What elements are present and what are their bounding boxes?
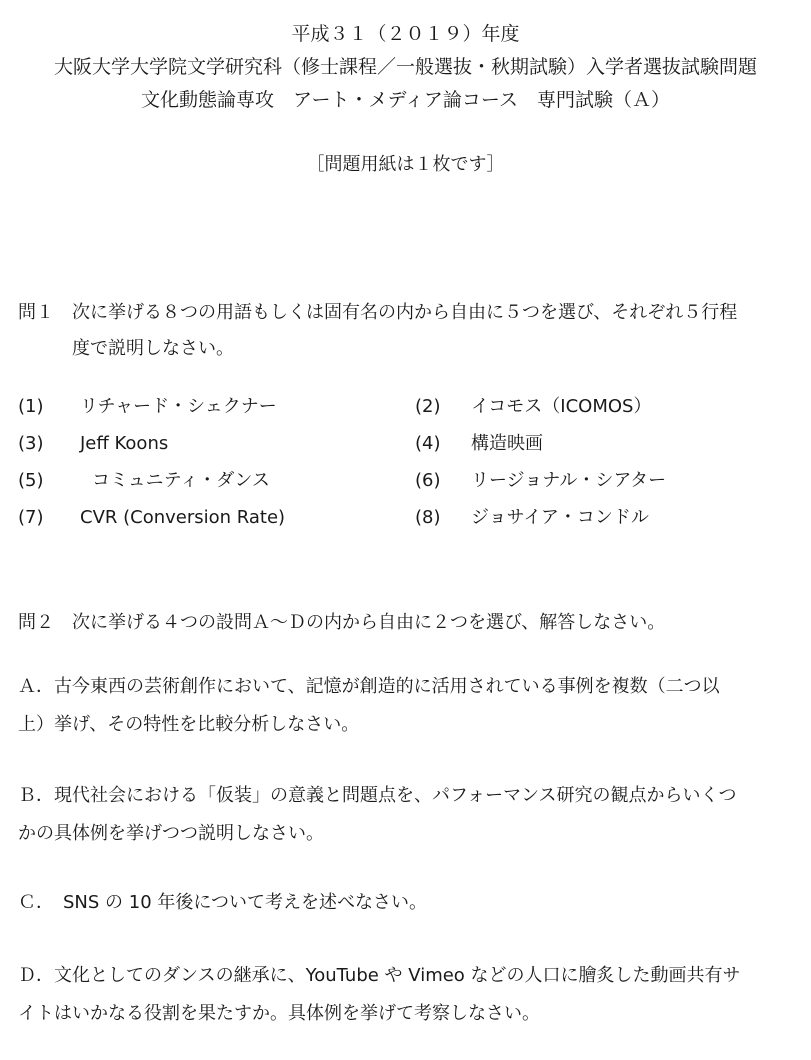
term-text: リージョナル・シアター (471, 470, 667, 491)
term-number: (6) (415, 470, 441, 491)
term-row (18, 425, 793, 462)
term-number: (5) (18, 470, 44, 491)
term-number: (2) (415, 396, 441, 417)
term-row (18, 462, 793, 499)
exam-header (0, 18, 811, 117)
sub-question-d-line2: イトはいかなる役割を果たすか。具体例を挙げて考察しなさい。 (18, 1003, 540, 1024)
term-row (18, 388, 793, 425)
term-text: イコモス（ICOMOS） (471, 396, 652, 417)
sub-question-b-line2: かの具体例を挙げつつ説明しなさい。 (18, 823, 324, 844)
sub-question-a (18, 668, 793, 744)
header-course: 文化動態論専攻 アート・メディア論コース 専門試験（Ａ） (141, 89, 670, 111)
question-1 (18, 295, 793, 367)
term-text: Jeff Koons (80, 433, 169, 454)
term-number: (1) (18, 396, 44, 417)
term-number: (7) (18, 507, 44, 528)
term-text: 構造映画 (471, 433, 543, 454)
question-1-text-line1: 問１ 次に挙げる８つの用語もしくは固有名の内から自由に５つを選び、それぞれ５行程 (18, 302, 738, 323)
term-row (18, 499, 793, 536)
question-1-text-line2: 度で説明しなさい。 (72, 338, 234, 359)
question-2 (18, 605, 793, 641)
term-number: (8) (415, 507, 441, 528)
term-text: CVR (Conversion Rate) (80, 507, 286, 528)
term-number: (3) (18, 433, 44, 454)
sub-question-d-line1: Ｄ．文化としてのダンスの継承に、YouTube や Vimeo などの人口に膾炙した動画共有サ (18, 965, 741, 986)
sub-question-c-line1: Ｃ． SNS の 10 年後について考えを述べなさい。 (18, 892, 428, 913)
question-2-text: 問２ 次に挙げる４つの設問Ａ～Ｄの内から自由に２つを選び、解答しなさい。 (18, 612, 666, 633)
term-text: コミュニティ・ダンス (92, 470, 270, 491)
sub-question-b-line1: Ｂ．現代社会における「仮装」の意義と問題点を、パフォーマンス研究の観点からいくつ (18, 785, 737, 806)
header-year: 平成３１（２０１９）年度 (291, 23, 520, 45)
term-number: (4) (415, 433, 441, 454)
sub-question-d (18, 957, 793, 1033)
term-text: ジョサイア・コンドル (471, 507, 649, 528)
sub-question-b (18, 777, 793, 853)
sub-question-c (18, 884, 793, 922)
term-text: リチャード・シェクナー (80, 396, 277, 417)
sub-question-a-line1: Ａ．古今東西の芸術創作において、記憶が創造的に活用されている事例を複数（二つ以 (18, 676, 720, 697)
sub-question-a-line2: 上）挙げ、その特性を比較分析しなさい。 (18, 714, 360, 735)
term-list (18, 388, 793, 536)
sheet-notice: ［問題用紙は１枚です］ (306, 154, 505, 175)
header-title: 大阪大学大学院文学研究科（修士課程／一般選抜・秋期試験）入学者選抜試験問題 (53, 56, 757, 78)
